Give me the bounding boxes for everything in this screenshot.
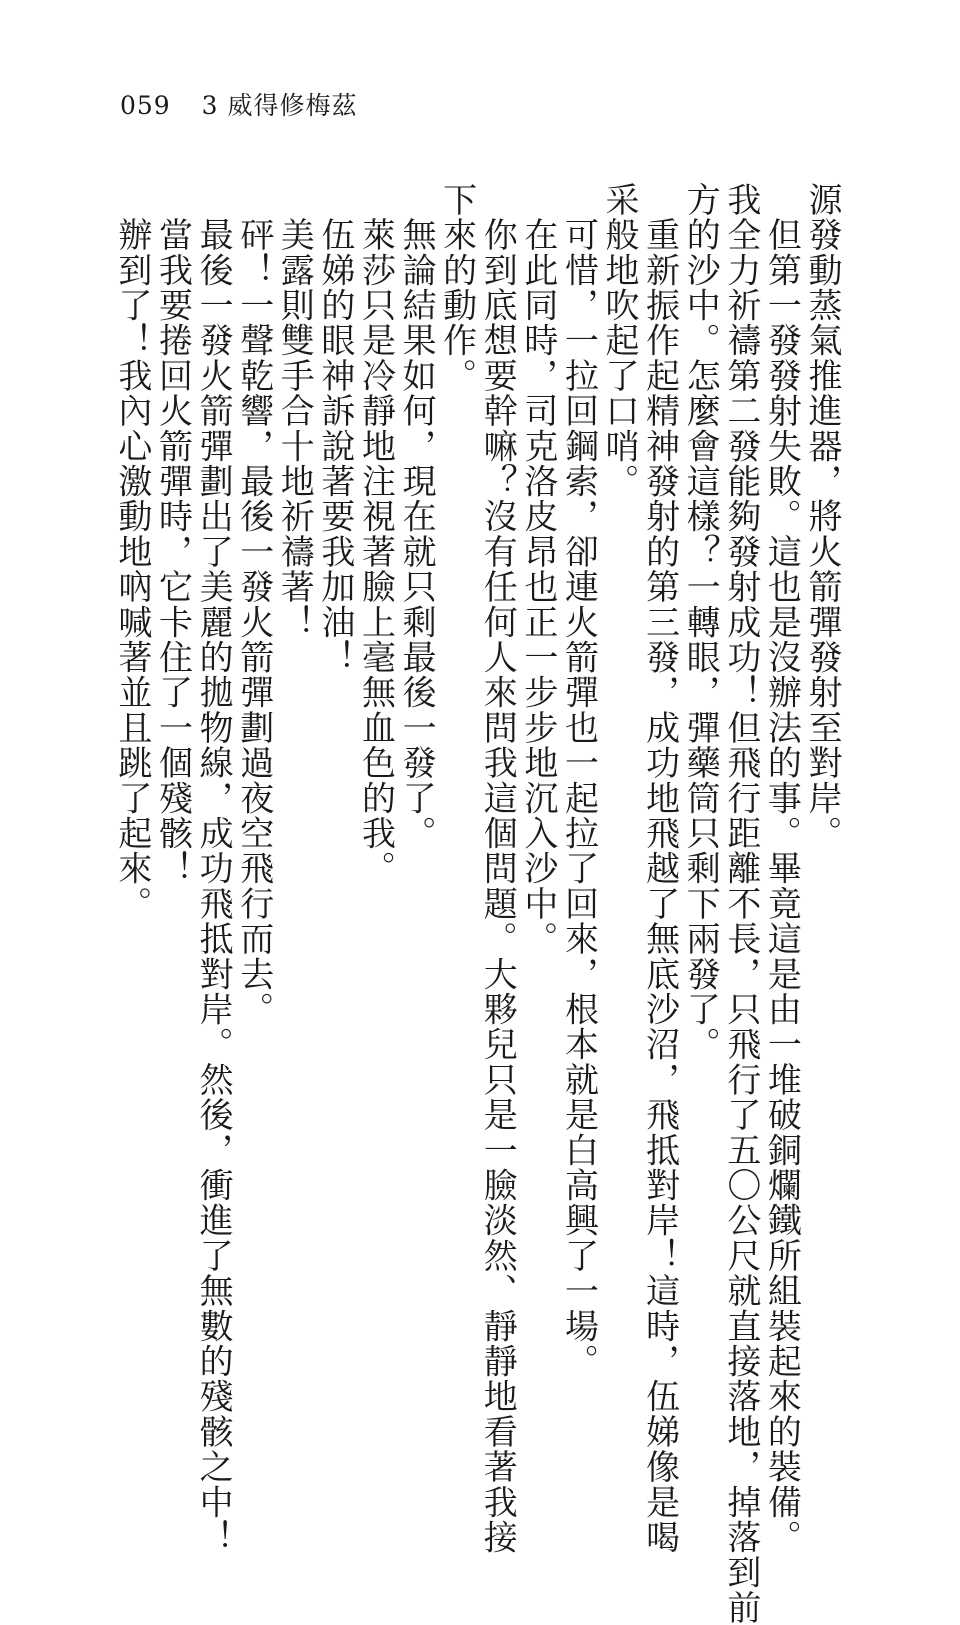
text-line: 無論結果如何，現在就只剩最後一發了。 xyxy=(396,182,437,851)
text-line: 采般地吹起了口哨。 xyxy=(599,182,640,499)
text-line: 但第一發發射失敗。這也是沒辦法的事。畢竟這是由一堆破銅爛鐵所組裝起來的裝備。 xyxy=(761,182,802,1555)
text-line: 當我要捲回火箭彈時，它卡住了一個殘骸！ xyxy=(152,182,193,886)
text-line: 辦到了！我內心激動地吶喊著並且跳了起來。 xyxy=(111,182,152,922)
text-line: 伍娣的眼神訴說著要我加油！ xyxy=(314,182,355,675)
text-line: 我全力祈禱第二發能夠發射成功！但飛行距離不長，只飛行了五〇公尺就直接落地，掉落到前 xyxy=(720,182,761,1625)
text-line: 下來的動作。 xyxy=(436,182,477,394)
chapter-title: 3 威得修梅茲 xyxy=(201,91,358,120)
text-line: 源發動蒸氣推進器，將火箭彈發射至對岸。 xyxy=(802,182,842,851)
vertical-text-body xyxy=(111,182,842,1625)
text-line: 萊莎只是冷靜地注視著臉上毫無血色的我。 xyxy=(355,182,396,886)
page-number: 059 xyxy=(120,91,171,120)
text-line: 重新振作起精神發射的第三發，成功地飛越了無底沙沼，飛抵對岸！這時，伍娣像是喝 xyxy=(639,182,680,1555)
text-line: 砰！一聲乾響，最後一發火箭彈劃過夜空飛行而去。 xyxy=(233,182,274,1027)
text-line: 你到底想要幹嘛？沒有任何人來問我這個問題。大夥兒只是一臉淡然、靜靜地看著我接 xyxy=(477,182,518,1555)
page-header xyxy=(120,86,358,122)
text-line: 最後一發火箭彈劃出了美麗的拋物線，成功飛抵對岸。然後，衝進了無數的殘骸之中！ xyxy=(193,182,234,1555)
text-line: 美露則雙手合十地祈禱著！ xyxy=(274,182,315,640)
text-line: 方的沙中。怎麼會這樣？一轉眼，彈藥筒只剩下兩發了。 xyxy=(680,182,721,1062)
text-line: 可惜，一拉回鋼索，卻連火箭彈也一起拉了回來，根本就是白高興了一場。 xyxy=(558,182,599,1379)
text-line: 在此同時，司克洛皮昂也正一步步地沉入沙中。 xyxy=(517,182,558,957)
